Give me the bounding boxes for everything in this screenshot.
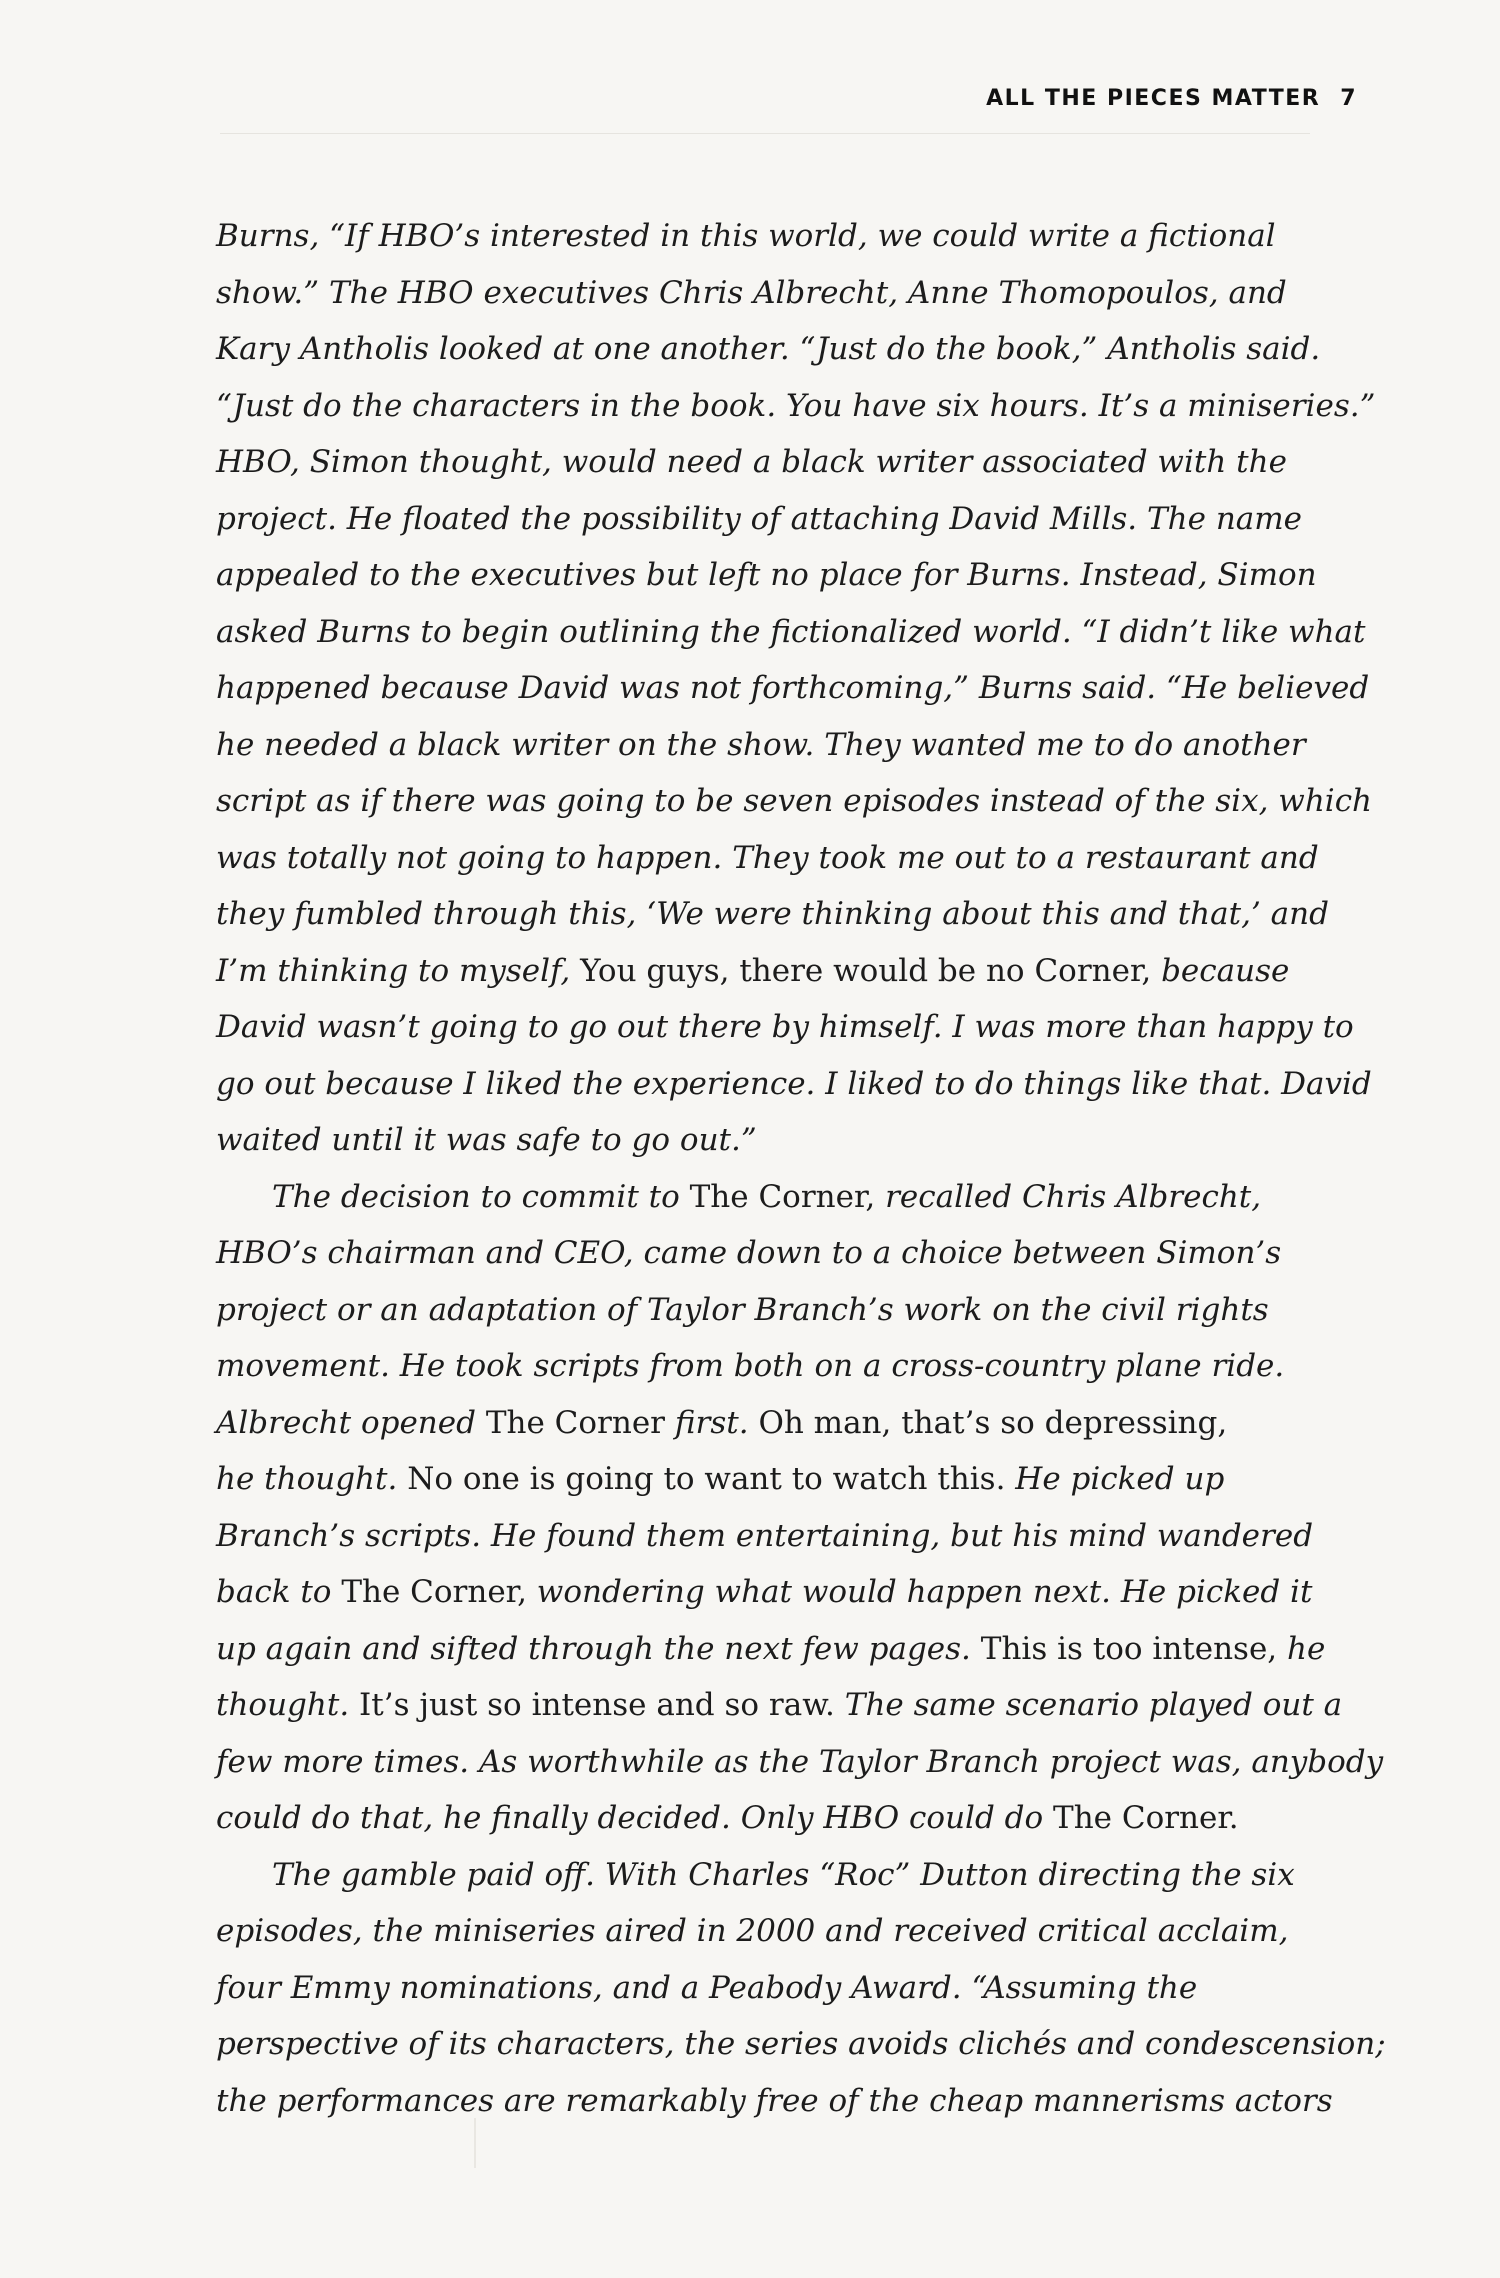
text-segment: David wasn’t going to go out there by himself. I was more than happy to [216, 1009, 1354, 1045]
text-line [216, 1112, 1316, 1169]
text-line [216, 2073, 1333, 2130]
text-segment: He picked up [1005, 1461, 1225, 1497]
text-line [216, 773, 1373, 830]
text-segment: go out because I liked the experience. I liked to do things like that. David [216, 1065, 1372, 1102]
text-segment-roman: This is too intense, [980, 1630, 1278, 1667]
text-segment: perspective of its characters, the series avoids clichés and condescension; [216, 2026, 1386, 2062]
text-line [216, 1056, 1372, 1113]
header-rule [220, 133, 1310, 134]
text-segment: The same scenario played out a [834, 1687, 1343, 1723]
running-title: ALL THE PIECES MATTER [986, 86, 1321, 111]
text-segment: project. He floated the possibility of attaching David Mills. The name [216, 500, 1303, 537]
text-line [216, 1621, 1326, 1678]
text-segment-roman: It’s just so intense and so raw. [359, 1687, 835, 1723]
text-segment: four Emmy nominations, and a Peabody Award. “Assuming the [216, 1969, 1198, 2006]
text-segment: he thought. [216, 1461, 408, 1497]
text-segment: first. [665, 1404, 759, 1441]
text-line [216, 378, 1376, 435]
body-text [216, 208, 1386, 2129]
text-segment: waited until it was safe to go out.” [216, 1122, 757, 1158]
text-line [216, 491, 1316, 548]
text-segment: up again and sifted through the next few pages. [216, 1630, 981, 1667]
text-segment: The gamble paid off. With Charles “Roc” Dutton directing the six [272, 1856, 1295, 1893]
text-segment-roman: The Corner, [341, 1574, 527, 1610]
text-line [216, 321, 1321, 378]
text-line [216, 660, 1370, 717]
text-segment: was totally not going to happen. They took me out to a restaurant and [216, 839, 1319, 876]
text-line [216, 1225, 1316, 1282]
text-line [216, 1282, 1316, 1339]
text-line [216, 830, 1319, 887]
text-segment: appealed to the executives but left no place for Burns. Instead, Simon [216, 557, 1317, 593]
text-segment: HBO’s chairman and CEO, came down to a choice between Simon’s [216, 1235, 1282, 1271]
text-segment: asked Burns to begin outlining the fictionalized world. “I didn’t like what [216, 613, 1366, 650]
text-segment: I’m thinking to myself, [216, 952, 581, 989]
text-line [216, 1508, 1316, 1565]
text-segment-roman: No one is going to want to watch this. [407, 1461, 1006, 1497]
text-line [216, 547, 1316, 604]
text-line [216, 2016, 1386, 2073]
text-segment-roman: The Corner. [1053, 1800, 1239, 1836]
text-line [216, 1169, 1316, 1226]
text-line [216, 1451, 1316, 1508]
text-segment: movement. He took scripts from both on a cross-country plane ride. [216, 1348, 1285, 1384]
text-line [216, 1960, 1316, 2017]
text-segment: “Just do the characters in the book. You have six hours. It’s a miniseries.” [216, 387, 1376, 424]
text-line [216, 999, 1354, 1056]
text-segment-roman: Oh man, that’s so depressing, [758, 1404, 1228, 1441]
text-segment: he needed a black writer on the show. They wanted me to do another [216, 726, 1306, 763]
text-segment: Kary Antholis looked at one another. “Just do the book,” Antholis said. [216, 331, 1321, 367]
text-segment: script as if there was going to be seven episodes instead of the six, which [216, 783, 1373, 819]
text-segment-roman: You guys, there would be no Corner, [580, 952, 1152, 989]
text-line [216, 1847, 1316, 1904]
text-segment-roman: The Corner [485, 1404, 665, 1441]
text-segment: episodes, the miniseries aired in 2000 and received critical acclaim, [216, 1913, 1289, 1949]
text-line [216, 1734, 1384, 1791]
text-segment: back to [216, 1574, 342, 1610]
text-line [216, 265, 1316, 322]
text-segment: show.” The HBO executives Chris Albrecht, Anne Thomopoulos, and [216, 274, 1287, 311]
text-segment: Burns, “If HBO’s interested in this world, we could write a fictional [216, 218, 1276, 254]
text-segment: recalled Chris Albrecht, [875, 1178, 1262, 1215]
text-line [216, 717, 1316, 774]
text-line [216, 604, 1366, 661]
text-segment: Albrecht opened [216, 1404, 486, 1441]
running-head [986, 86, 1357, 111]
text-segment: Branch’s scripts. He found them entertaining, but his mind wandered [216, 1517, 1314, 1554]
text-segment: HBO, Simon thought, would need a black writer associated with the [216, 444, 1287, 480]
text-segment: the performances are remarkably free of the cheap mannerisms actors [216, 2082, 1333, 2119]
text-line [216, 208, 1316, 265]
text-line [216, 1903, 1316, 1960]
text-line [216, 1564, 1316, 1621]
text-line [216, 1338, 1316, 1395]
page-number: 7 [1340, 86, 1357, 111]
text-line [216, 1395, 1316, 1452]
text-line [216, 1790, 1316, 1847]
text-segment: The decision to commit to [272, 1178, 690, 1215]
text-line [216, 434, 1316, 491]
text-segment: wondering what would happen next. He picked it [526, 1574, 1313, 1610]
text-segment: they fumbled through this, ‘We were thinking about this and that,’ and [216, 896, 1329, 932]
page-edge-mark [474, 2118, 476, 2168]
text-segment: project or an adaptation of Taylor Branch’s work on the civil rights [216, 1291, 1269, 1328]
text-segment: because [1151, 952, 1290, 989]
text-line [216, 943, 1316, 1000]
text-segment: happened because David was not forthcoming,” Burns said. “He believed [216, 670, 1370, 706]
text-line [216, 1677, 1343, 1734]
text-segment: few more times. As worthwhile as the Taylor Branch project was, anybody [216, 1743, 1384, 1780]
text-line [216, 886, 1329, 943]
text-segment: he [1277, 1630, 1326, 1667]
text-segment: thought. [216, 1687, 360, 1723]
text-segment-roman: The Corner, [689, 1178, 876, 1215]
text-segment: could do that, he finally decided. Only HBO could do [216, 1800, 1054, 1836]
